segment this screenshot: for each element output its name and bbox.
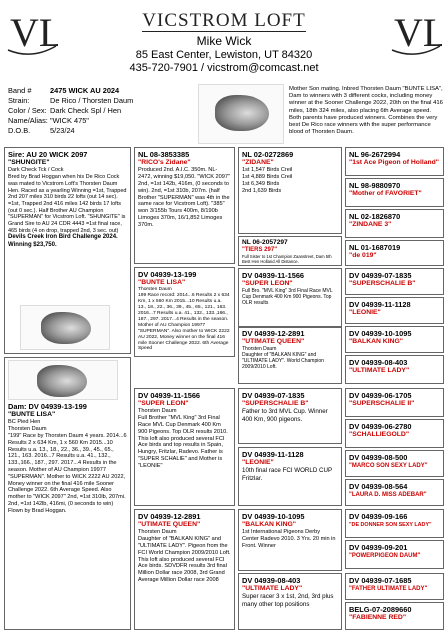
band: DV 04939-08-403 (349, 358, 408, 367)
bird-name: "ULTIMATE LADY" (349, 367, 410, 374)
band: DV 04939-10-1095 (242, 512, 305, 521)
band: DV 04939-07-1835 (242, 391, 305, 400)
label: Strain: (8, 96, 30, 105)
bird-name: "BALKAN KING" (349, 338, 404, 345)
bird-name: "1st Ace Pigeon of Holland" (349, 159, 440, 166)
pedigree-ddds (345, 573, 444, 600)
label: D.O.B. (8, 126, 31, 135)
bird-notes: Thorsten Daum Daughter of "BALKAN KING" and "ULTIMATE LADY". Pigeon from the FCI World Champion 2009/2010 Loft. This loft also produced several FCI Ace birds. SDVDFR results 3rd final Million Dollar race 2008, 3rd Grand Average Million Dollar race 2008 (138, 529, 231, 583)
pedigree-sdss (345, 268, 444, 295)
pedigree-sssd (345, 178, 444, 207)
band: DV 04939-10-1095 (349, 329, 412, 338)
band-value: 2475 WICK AU 2024 (50, 86, 120, 95)
label: Band # (8, 86, 32, 95)
bird-name: "de 019" (349, 252, 377, 259)
bird-name: "LAURA D. MISS ADEBAR" (349, 492, 427, 498)
bird-name: "POWERPIGEON DAUM" (349, 553, 421, 559)
dam-box (4, 357, 131, 630)
pedigree-dd (134, 509, 235, 630)
band: DV 04939-11-1566 (138, 391, 201, 400)
dam-title: Dam: DV 04939-13-199 (8, 402, 87, 411)
sire-body: Dark Check Tck / Cock Bred by Brad Hoggan when his De Rico Cock was mated to Vicstrom Loft's Thorsten Daum Hen. Raced as a yearling Winning =1st, Trapped 2nd 207 miles 310 birds 22 lofts (out 14 sec). =1st, Trapped 2nd 416 miles 142 birds 17 lofts (out 0 sec.). Half Brother AU Champion "SUPERMAN" for Vicstrom Loft. "SHUNGITE" is Grand Sire to AU 24 CDR 4443 =1st final race, 465 birds (4 on drop, trapped 2nd, 3 sec. out) (8, 167, 127, 234)
pedigree-dsss (345, 388, 444, 417)
pedigree-ssds (345, 209, 444, 238)
band: BELG-07-2089660 (349, 605, 412, 614)
pedigree-sdd (238, 326, 342, 384)
bird-name: "Mother of FAVORIET" (349, 190, 422, 197)
band: DV 04939-08-500 (349, 453, 408, 462)
bird-name: "ULTIMATE LADY" (242, 585, 303, 592)
bird-notes: Full Bro. "MVL King" 3rd Final Race MVL Cup Denmark 400 Km 900 Pigeons. Top OLR results (242, 288, 333, 307)
bird-name: "MARCO SON SEXY LADY" (349, 463, 428, 469)
band: DV 04939-08-564 (349, 482, 408, 491)
bird-notes: 1st International Pigeons Derby Center Radevo 2010. 3 Yrs. 20 min in Front. Winner (242, 529, 336, 549)
color-value: Dark Check Spl / Hen (50, 106, 122, 115)
address: 85 East Center, Lewiston, UT 84320 (135, 49, 313, 61)
pedigree-dsd (238, 447, 342, 506)
bird-name: "UTIMATE QUEEN" (138, 521, 201, 528)
pedigree-ddd (238, 573, 342, 630)
bird-name: "TIERS 297" (242, 246, 278, 253)
dam-photo (8, 360, 118, 400)
bird-name: "ZIDANE" (242, 159, 274, 166)
sire-photo (20, 305, 110, 350)
bird-notes: Full Sister to 1st Champion Zaanstreet, Dam 5th Best Hen Holland All Distance. (242, 253, 332, 264)
bird-notes: 1st 1,547 Birds Creil 1st 4,889 Birds Creil 1st 6,349 Birds 2nd 1,639 Birds (242, 167, 293, 194)
band: DV 04939-08-403 (242, 576, 301, 585)
dam-name: "BUNTE LISA" (8, 411, 56, 418)
logo-text: VL (394, 10, 442, 55)
bird-summary: Mother Son mating. Inbred Thorsten Daum "BUNTE LISA", Dam to winners with 3 different cocks, including money winner at the Sooner Challenge 2022, 20th on the final 416 miles, 18th 324 miles, also placing 6th Average speed. Both parents have produced winners. Combines the very best De Rico race winners with the super performance blood of Thorsten Daum. (289, 86, 443, 136)
page-title: VICSTROM LOFT (142, 10, 306, 31)
pedigree-sd (134, 267, 235, 357)
bird-notes: Father to 3rd MVL Cup. Winner 400 Km, 900 pigeons. (242, 408, 328, 423)
bird-name: "DE DONNER SON SEXY LADY" (349, 522, 432, 528)
band: NL 98-9880970 (349, 181, 401, 190)
band: DV 04939-06-1705 (349, 391, 412, 400)
bird-name: "SCHALLIEGOLD" (349, 431, 410, 438)
sire-footer: Devils Creek Iron Bird Challenge 2024. Winning $23,750. (8, 234, 118, 248)
pedigree-dsds (345, 450, 444, 477)
pedigree-dds (238, 509, 342, 571)
bird-name: "LEONIE" (349, 309, 381, 316)
pedigree-dss (238, 388, 342, 444)
pedigree-ddsd (345, 540, 444, 569)
owner-name: Mike Wick (196, 34, 252, 48)
band: NL 96-2672994 (349, 150, 401, 159)
bird-name: "SUPERSCHALIE B" (242, 400, 309, 407)
pedigree-ssd (238, 236, 342, 266)
sire-name: "SHUNGITE" (8, 159, 50, 166)
pedigree-ds (134, 388, 235, 506)
band: DV 04939-09-201 (349, 543, 408, 552)
bird-notes: Super racer 3 x 1st, 2nd, 3rd plus many other top positions (242, 593, 334, 608)
bird-notes: Thorsten Daum Daughter of "BALKAN KING" and "ULTIMATE LADY". World Champion 2009/2010 Loft. (242, 346, 324, 371)
band: DV 04939-12-2891 (138, 512, 201, 521)
bird-name: "BUNTE LISA" (138, 279, 186, 286)
pedigree-ddss (345, 509, 444, 538)
bird-name: "SUPER LEON" (138, 400, 189, 407)
pedigree-sdds (345, 326, 444, 353)
bird-name: "RICO's Zidane" (138, 159, 191, 166)
band: NL 02-1826870 (349, 212, 401, 221)
band: DV 04939-11-1128 (242, 450, 304, 459)
bird-name: "BALKAN KING" (242, 521, 297, 528)
band: DV 04939-12-2891 (242, 329, 305, 338)
contact: 435-720-7901 / vicstrom@comcast.net (129, 62, 319, 74)
band: DV 04939-11-1128 (349, 300, 411, 309)
pedigree-ss (134, 147, 235, 264)
band: DV 04939-09-166 (349, 512, 408, 521)
pedigree-sss (238, 147, 342, 234)
pedigree-dssd (345, 419, 444, 448)
bird-name: "ZINDANE 3" (349, 221, 392, 228)
bird-notes: Produced 2nd. A.I.C. 350m. NL-2472, winning $19,050. "WICK 2097" 2nd, =1st 142b, 416m, (0 seconds to win). 2nd, =1st 310b, 207m. (half Brother "SUPERMAN" was 4th in the same race for Vicstrom Loft). "385" won 3/155b Tours 400m, 8/190b Limoges 370m, 16/1,852 Limoges 370m. (138, 167, 230, 228)
bird-name: "SUPERSCHALIE II" (349, 400, 415, 407)
logo-text: VL (10, 10, 58, 55)
pedigree-sdsd (345, 297, 444, 324)
bird-name: "FATHER ULTIMATE LADY" (349, 586, 428, 592)
band: NL 01-1687019 (349, 243, 401, 252)
dob-value: 5/23/24 (50, 126, 75, 135)
dam-body: BC Pied Hen Thorsten Daum "199" Race by Thorsten Daum 4 years. 2014...6 Results 2 x 634 Km, 1 x 560 Km 2015...10 Results u.a. 13., 18., 22., 36., 39., 45., 65., 121., 163. 2016...7 Results u.a. 41., 132., 133.,166., 187., 297. 2017...4 Results in the season. Mother of AU Champion 19977 "SUPERMAN". Mother to WICK 2222 AU 2022, Money winner on the final 416 mile Sooner Challenge 2022. 6th Average Speed. Also mother to "WICK 2097" 2nd, =1st 310lb, 207mi. 2nd, =1st 142lb, 416mi, (0 seconds to win) Flown by Brad Hoggan. (8, 419, 127, 514)
bird-notes: Thorsten Daum 199 Race record: 2014...6 Results 2 x 634 Km, 1 x 560 Km 2015...10 Results u.a. 13., 18., 22., 36., 39., 45., 65., 121., 163. 2016...7 Results u.a. 41., 132., 133.,166., 187., 297. 2017...4 Results in the season. Mother of AU Champion 19977 "SUPERMAN". Also mother to WICK 2222 AU 2022, Money winner on the final 416 mile Sooner Challenge 2022. 6th Average Speed (138, 287, 230, 352)
bird-notes: 10th final race FCI WORLD CUP Fritzlar. (242, 467, 332, 482)
band: DV 04939-11-1566 (242, 271, 305, 280)
bird-name: "SUPERSCHALIE B" (349, 280, 416, 287)
pedigree-sddd (345, 355, 444, 384)
name-value: "WICK 475" (50, 116, 89, 125)
band: NL 02-0272869 (242, 150, 294, 159)
band: NL 06-2057297 (242, 239, 288, 246)
sire-title: Sire: AU 20 WICK 2097 (8, 150, 88, 159)
bird-name: "SUPER LEON" (242, 280, 293, 287)
bird-name: "FABIENNE RED" (349, 614, 407, 621)
band: DV 04939-07-1835 (349, 271, 412, 280)
pedigree-sds (238, 268, 342, 328)
pedigree-dddd (345, 602, 444, 630)
strain-value: De Rico / Thorsten Daum (50, 96, 134, 105)
pedigree-ssdd (345, 240, 444, 266)
band: NL 08-3853385 (138, 150, 190, 159)
bird-photo (198, 84, 284, 144)
bird-name: "LEONIE" (242, 459, 274, 466)
band: DV 04939-06-2780 (349, 422, 412, 431)
bird-name: "UTIMATE QUEEN" (242, 338, 305, 345)
label: Color / Sex: (8, 106, 47, 115)
band: DV 04939-13-199 (138, 270, 197, 279)
bird-info (8, 86, 133, 136)
label: Name/Alias: (8, 116, 48, 125)
pedigree-ssss (345, 147, 444, 176)
pedigree-dsdd (345, 479, 444, 506)
band: DV 04939-07-1685 (349, 576, 412, 585)
bird-notes: Thorsten Daum Full Brother "MVL King" 3rd Final Race MVL Cup Denmark 400 Km 900 Pigeons. Top OLR results 2010. This loft also produced several FCI Ace birds and top results in Spain, Hungry, Fritzlar, Radevo. Father is "SUPER SCHALIE" and Mother is "LEONIE" (138, 408, 228, 469)
